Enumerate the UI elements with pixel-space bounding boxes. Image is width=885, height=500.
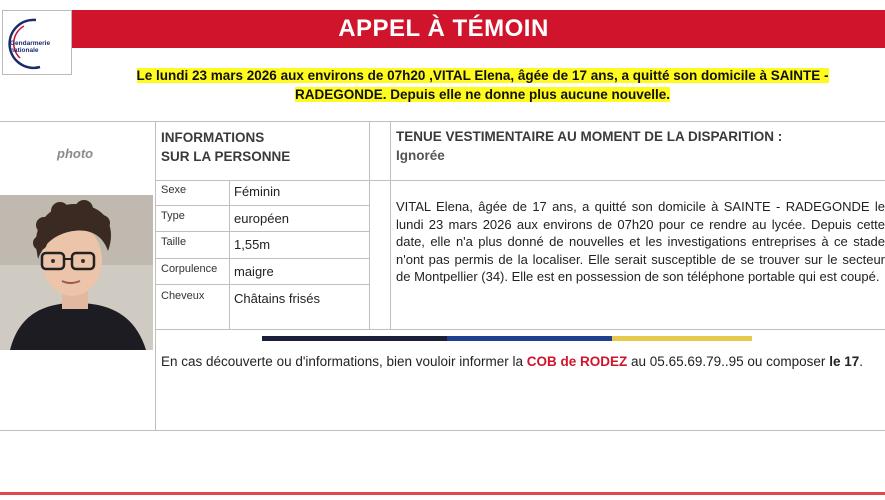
clothing-value: Ignorée — [396, 148, 445, 163]
divider — [229, 180, 230, 329]
divider — [155, 121, 156, 430]
missing-person-photo — [0, 195, 153, 350]
attr-label: Type — [161, 210, 185, 222]
divider — [155, 329, 885, 330]
divider — [390, 121, 391, 329]
emergency-number: le 17 — [829, 354, 860, 369]
attr-label: Cheveux — [161, 290, 205, 302]
photo-label: photo — [57, 146, 94, 161]
logo-text: Gendarmerie nationale — [10, 40, 51, 54]
info-heading-line-1: INFORMATIONS — [161, 130, 265, 145]
disappearance-description: VITAL Elena, âgée de 17 ans, a quitté son domicile à SAINTE - RADEGONDE le lundi 23 mars 2026 aux environs de 07h20 pour ce rendre au lycée. Depuis cette date, elle n'a plus donné de nouvelles et les investigations entreprises à ce stade n'ont pas permis de la localiser. Elle serait susceptible de se trouver sur le secteur de Montpellier (34). Elle est en possession de son téléphone portable qui est coupé. — [396, 199, 885, 284]
page-title: APPEL À TÉMOIN — [338, 15, 549, 42]
band-segment-blue — [447, 336, 612, 341]
contact-text-before: En cas découverte ou d'informations, bien vouloir informer la — [161, 354, 527, 369]
attr-value: Châtains frisés — [234, 291, 320, 306]
contact-text-middle: au 05.65.69.79..95 ou composer — [627, 354, 830, 369]
divider — [0, 121, 885, 122]
divider — [155, 205, 369, 206]
intro-line-1: Le lundi 23 mars 2026 aux environs de 07h20 ,VITAL Elena, âgée de 17 ans, a quitté son domicile à SAINTE - — [136, 68, 829, 83]
attr-value: Féminin — [234, 184, 281, 199]
attr-value: maigre — [234, 264, 274, 279]
attr-value: européen — [234, 211, 289, 226]
contact-unit: COB de RODEZ — [526, 354, 628, 369]
attr-label: Corpulence — [161, 263, 218, 275]
band-segment-dark — [262, 336, 447, 341]
clothing-heading: TENUE VESTIMENTAIRE AU MOMENT DE LA DISPARITION : — [396, 129, 783, 144]
band-segment-gold — [612, 336, 752, 341]
attr-label: Sexe — [161, 184, 187, 196]
intro-line-2: RADEGONDE. Depuis elle ne donne plus aucune nouvelle. — [294, 87, 671, 102]
intro-notice — [110, 66, 855, 104]
divider — [155, 231, 369, 232]
contact-instructions — [161, 352, 885, 371]
info-heading-line-2: SUR LA PERSONNE — [161, 149, 291, 164]
divider — [0, 430, 885, 431]
divider — [155, 258, 369, 259]
bottom-border — [0, 492, 885, 495]
attr-label: Taille — [161, 236, 187, 248]
divider — [155, 284, 369, 285]
divider — [155, 180, 885, 181]
divider — [369, 121, 370, 329]
contact-text-after: . — [859, 354, 863, 369]
info-heading — [161, 128, 290, 166]
attr-value: 1,55m — [234, 237, 271, 252]
